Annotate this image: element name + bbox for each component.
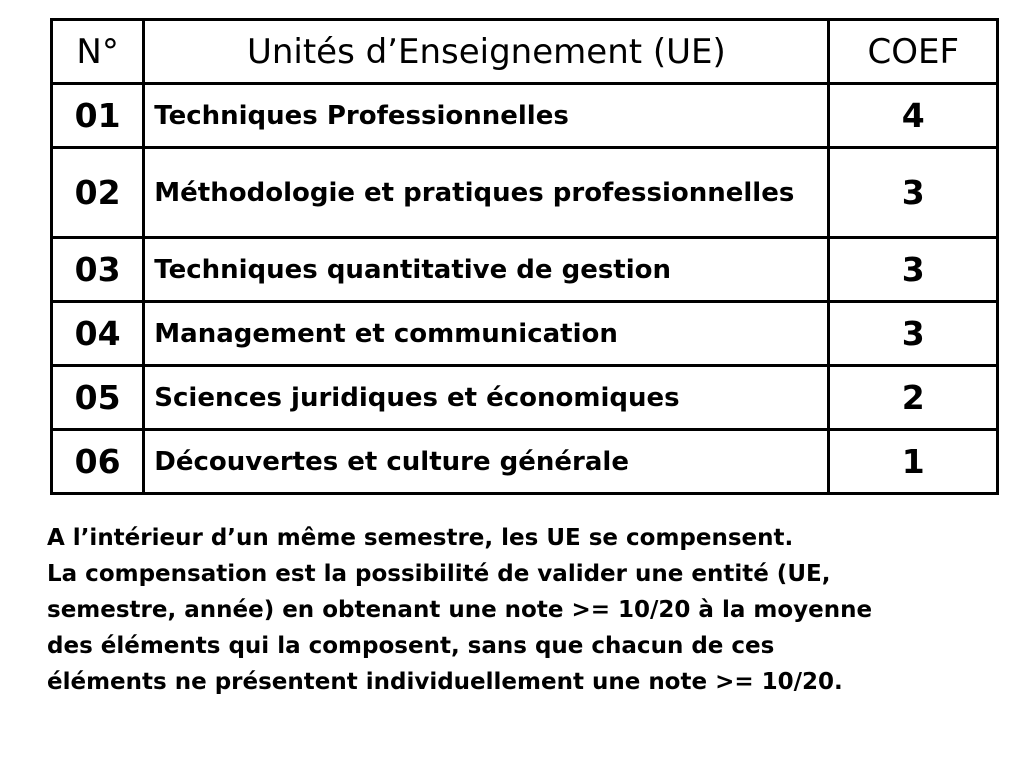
row-number: 02	[52, 148, 144, 238]
table-row	[52, 366, 998, 430]
table-row	[52, 84, 998, 148]
note-line: A l’intérieur d’un même semestre, les UE se compensent.	[47, 525, 794, 551]
header-coef: COEF	[829, 20, 998, 84]
note-line: des éléments qui la composent, sans que chacun de ces	[47, 633, 775, 659]
table-row	[52, 148, 998, 238]
row-number: 04	[52, 302, 144, 366]
row-coef: 3	[829, 302, 998, 366]
header-unit: Unités d’Enseignement (UE)	[144, 20, 829, 84]
note-line: semestre, année) en obtenant une note >= 10/20 à la moyenne	[47, 597, 873, 623]
row-unit: Techniques quantitative de gestion	[144, 238, 829, 302]
table-row	[52, 302, 998, 366]
row-coef: 3	[829, 148, 998, 238]
row-unit: Découvertes et culture générale	[144, 430, 829, 494]
row-number: 06	[52, 430, 144, 494]
row-unit: Sciences juridiques et économiques	[144, 366, 829, 430]
table-row	[52, 430, 998, 494]
row-number: 03	[52, 238, 144, 302]
row-number: 05	[52, 366, 144, 430]
row-unit: Management et communication	[144, 302, 829, 366]
compensation-notes	[47, 520, 997, 700]
row-coef: 3	[829, 238, 998, 302]
row-unit: Méthodologie et pratiques professionnelles	[144, 148, 829, 238]
row-number: 01	[52, 84, 144, 148]
note-line: éléments ne présentent individuellement une note >= 10/20.	[47, 669, 843, 695]
row-coef: 1	[829, 430, 998, 494]
table-row	[52, 238, 998, 302]
row-unit: Techniques Professionnelles	[144, 84, 829, 148]
table-header-row	[52, 20, 998, 84]
row-coef: 4	[829, 84, 998, 148]
ue-table	[50, 18, 999, 495]
note-line: La compensation est la possibilité de valider une entité (UE,	[47, 561, 831, 587]
header-number: N°	[52, 20, 144, 84]
row-coef: 2	[829, 366, 998, 430]
